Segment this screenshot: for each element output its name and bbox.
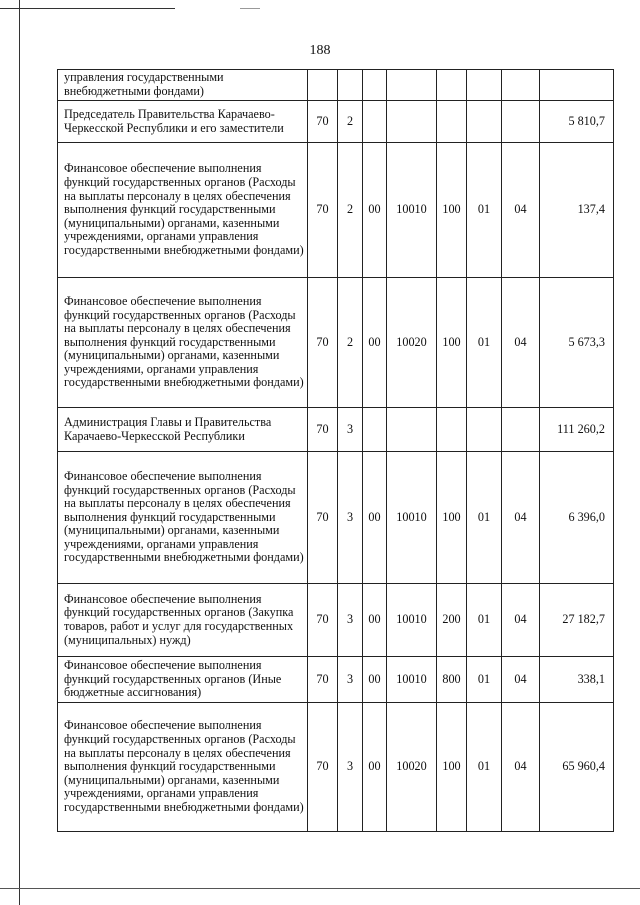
table-row bbox=[58, 70, 614, 101]
code-cell-c5: 800 bbox=[437, 657, 467, 703]
code-cell-c3: 00 bbox=[363, 452, 387, 584]
code-cell-c7: 04 bbox=[502, 143, 540, 278]
code-cell-c3: 00 bbox=[363, 657, 387, 703]
code-cell-c6: 01 bbox=[467, 452, 502, 584]
amount-cell: 27 182,7 bbox=[540, 584, 614, 657]
code-cell-c7: 04 bbox=[502, 278, 540, 408]
code-cell-c2: 3 bbox=[338, 584, 363, 657]
code-cell-c3: 00 bbox=[363, 278, 387, 408]
code-cell-c5 bbox=[437, 408, 467, 452]
code-cell-c4 bbox=[387, 70, 437, 101]
code-cell-c2: 3 bbox=[338, 408, 363, 452]
code-cell-c3: 00 bbox=[363, 584, 387, 657]
code-cell-c3 bbox=[363, 101, 387, 143]
code-cell-c4: 10020 bbox=[387, 703, 437, 832]
code-cell-c6: 01 bbox=[467, 703, 502, 832]
code-cell-c4 bbox=[387, 101, 437, 143]
budget-table bbox=[57, 69, 614, 832]
code-cell-c6 bbox=[467, 408, 502, 452]
code-cell-c4 bbox=[387, 408, 437, 452]
code-cell-c6: 01 bbox=[467, 657, 502, 703]
code-cell-c5 bbox=[437, 70, 467, 101]
code-cell-c1: 70 bbox=[308, 408, 338, 452]
code-cell-c7: 04 bbox=[502, 452, 540, 584]
row-description: Финансовое обеспечение выполнения функций государственных органов (Закупка товаров, работ и услуг для государственных (муниципальных) нужд) bbox=[58, 584, 308, 657]
amount-cell: 5 673,3 bbox=[540, 278, 614, 408]
page-number: 188 bbox=[309, 43, 331, 58]
code-cell-c5: 200 bbox=[437, 584, 467, 657]
code-cell-c6 bbox=[467, 70, 502, 101]
code-cell-c5: 100 bbox=[437, 143, 467, 278]
code-cell-c2: 2 bbox=[338, 143, 363, 278]
code-cell-c7: 04 bbox=[502, 657, 540, 703]
code-cell-c7: 04 bbox=[502, 703, 540, 832]
table-row bbox=[58, 101, 614, 143]
code-cell-c4: 10010 bbox=[387, 657, 437, 703]
code-cell-c6: 01 bbox=[467, 143, 502, 278]
code-cell-c3 bbox=[363, 70, 387, 101]
code-cell-c1: 70 bbox=[308, 452, 338, 584]
code-cell-c1 bbox=[308, 70, 338, 101]
row-description: Администрация Главы и Правительства Карачаево-Черкесской Республики bbox=[58, 408, 308, 452]
code-cell-c7 bbox=[502, 408, 540, 452]
code-cell-c1: 70 bbox=[308, 101, 338, 143]
amount-cell: 137,4 bbox=[540, 143, 614, 278]
table-row bbox=[58, 452, 614, 584]
row-description: Финансовое обеспечение выполнения функций государственных органов (Расходы на выплаты персоналу в целях обеспечения выполнения функций государственными (муниципальными) органами, казенными учреждениями, органами управления государственными внебюджетными фондами) bbox=[58, 452, 308, 584]
row-description: управления государственными внебюджетными фондами) bbox=[58, 70, 308, 101]
row-description: Председатель Правительства Карачаево-Черкесской Республики и его заместители bbox=[58, 101, 308, 143]
table-row bbox=[58, 584, 614, 657]
scan-border-top-right bbox=[240, 8, 260, 9]
table-row bbox=[58, 143, 614, 278]
code-cell-c5: 100 bbox=[437, 278, 467, 408]
scan-border-top bbox=[0, 8, 175, 9]
code-cell-c1: 70 bbox=[308, 657, 338, 703]
code-cell-c1: 70 bbox=[308, 584, 338, 657]
code-cell-c5: 100 bbox=[437, 452, 467, 584]
code-cell-c2: 3 bbox=[338, 452, 363, 584]
code-cell-c2 bbox=[338, 70, 363, 101]
code-cell-c2: 3 bbox=[338, 703, 363, 832]
amount-cell: 5 810,7 bbox=[540, 101, 614, 143]
code-cell-c3: 00 bbox=[363, 143, 387, 278]
table-row bbox=[58, 703, 614, 832]
code-cell-c6: 01 bbox=[467, 584, 502, 657]
code-cell-c1: 70 bbox=[308, 703, 338, 832]
code-cell-c5 bbox=[437, 101, 467, 143]
code-cell-c1: 70 bbox=[308, 143, 338, 278]
amount-cell: 111 260,2 bbox=[540, 408, 614, 452]
code-cell-c2: 2 bbox=[338, 101, 363, 143]
amount-cell: 338,1 bbox=[540, 657, 614, 703]
code-cell-c4: 10020 bbox=[387, 278, 437, 408]
amount-cell: 65 960,4 bbox=[540, 703, 614, 832]
row-description: Финансовое обеспечение выполнения функций государственных органов (Расходы на выплаты персоналу в целях обеспечения выполнения функций государственными (муниципальными) органами, казенными учреждениями, органами управления государственными внебюджетными фондами) bbox=[58, 278, 308, 408]
code-cell-c7 bbox=[502, 101, 540, 143]
code-cell-c3: 00 bbox=[363, 703, 387, 832]
code-cell-c4: 10010 bbox=[387, 452, 437, 584]
amount-cell: 6 396,0 bbox=[540, 452, 614, 584]
scan-border-left bbox=[19, 0, 20, 905]
row-description: Финансовое обеспечение выполнения функций государственных органов (Иные бюджетные ассигнования) bbox=[58, 657, 308, 703]
code-cell-c7: 04 bbox=[502, 584, 540, 657]
code-cell-c5: 100 bbox=[437, 703, 467, 832]
code-cell-c6: 01 bbox=[467, 278, 502, 408]
code-cell-c7 bbox=[502, 70, 540, 101]
table-row bbox=[58, 408, 614, 452]
code-cell-c3 bbox=[363, 408, 387, 452]
amount-cell bbox=[540, 70, 614, 101]
code-cell-c2: 3 bbox=[338, 657, 363, 703]
code-cell-c1: 70 bbox=[308, 278, 338, 408]
row-description: Финансовое обеспечение выполнения функций государственных органов (Расходы на выплаты персоналу в целях обеспечения выполнения функций государственными (муниципальными) органами, казенными учреждениями, органами управления государственными внебюджетными фондами) bbox=[58, 703, 308, 832]
code-cell-c6 bbox=[467, 101, 502, 143]
scan-border-bottom bbox=[0, 888, 640, 889]
table-row bbox=[58, 657, 614, 703]
code-cell-c4: 10010 bbox=[387, 584, 437, 657]
code-cell-c2: 2 bbox=[338, 278, 363, 408]
table-row bbox=[58, 278, 614, 408]
code-cell-c4: 10010 bbox=[387, 143, 437, 278]
row-description: Финансовое обеспечение выполнения функций государственных органов (Расходы на выплаты персоналу в целях обеспечения выполнения функций государственными (муниципальными) органами, казенными учреждениями, органами управления государственными внебюджетными фондами) bbox=[58, 143, 308, 278]
